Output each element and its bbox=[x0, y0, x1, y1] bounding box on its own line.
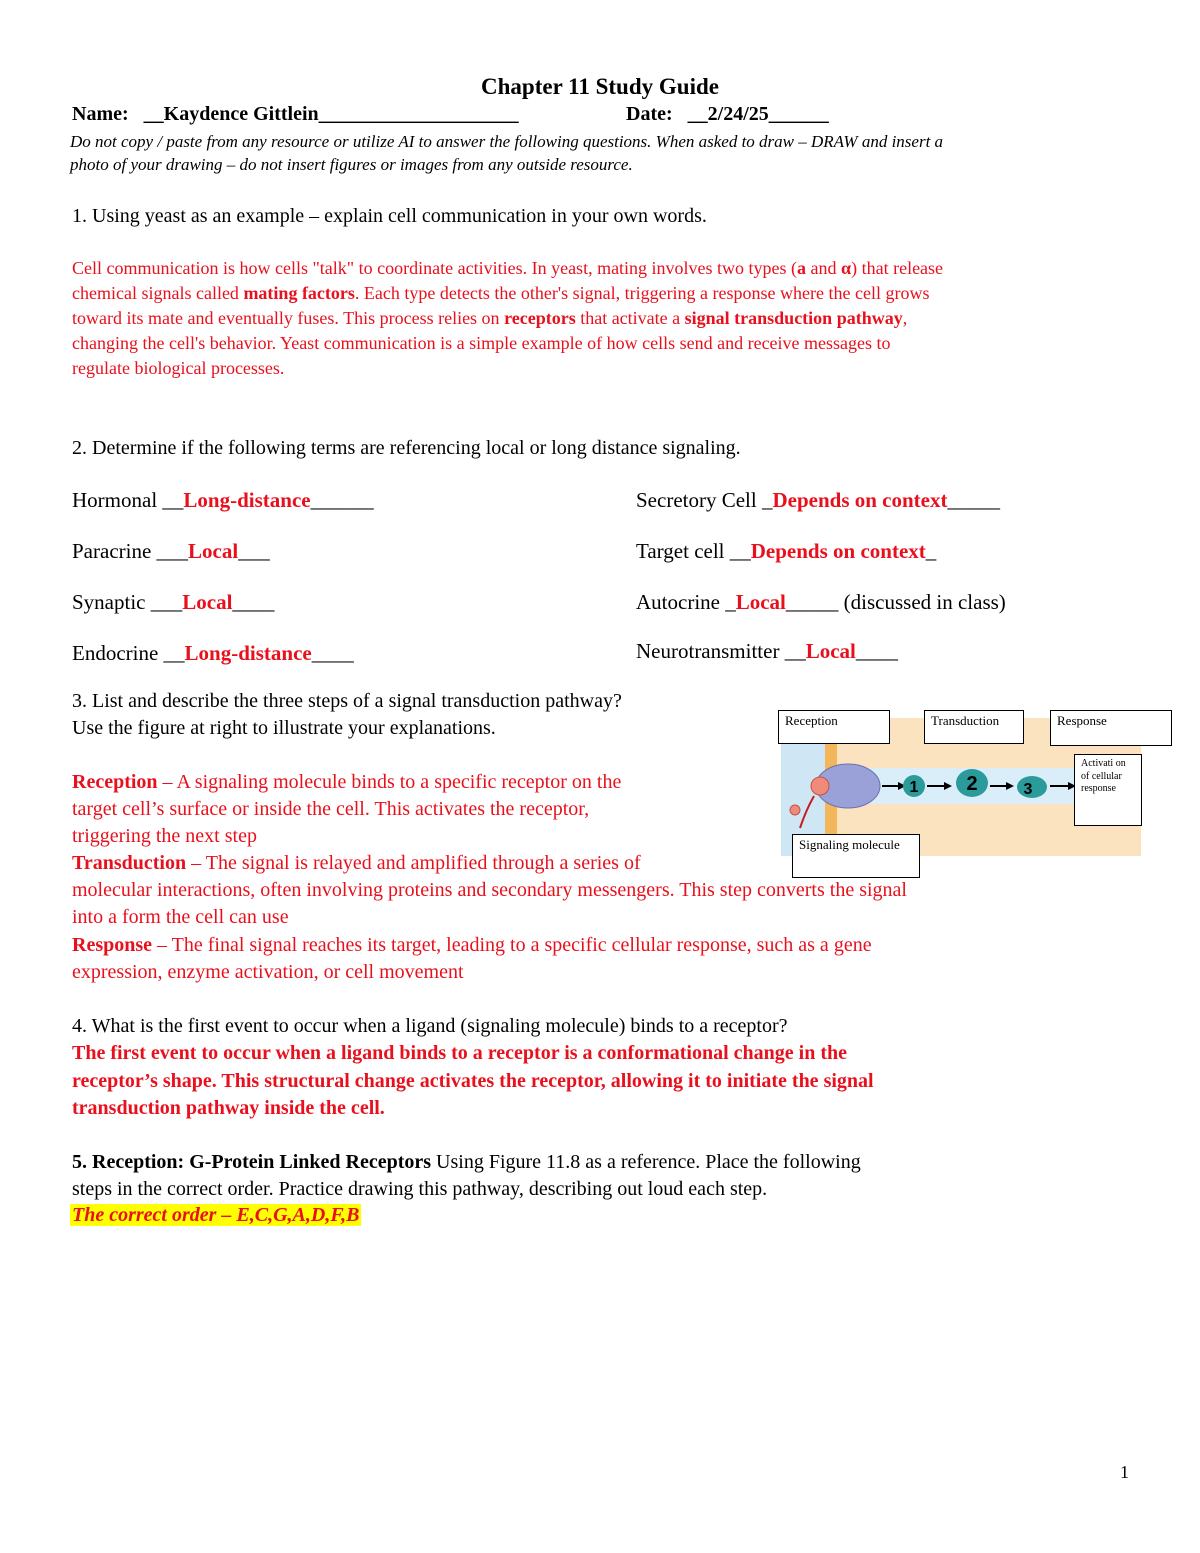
a1-receptors: receptors bbox=[504, 308, 576, 328]
term-tail: _____ bbox=[947, 488, 1000, 512]
reception-label: Reception bbox=[72, 771, 158, 793]
term-answer: Depends on context bbox=[772, 488, 948, 512]
response-line-2: expression, enzyme activation, or cell movement bbox=[72, 961, 464, 983]
term-answer: Depends on context bbox=[750, 539, 926, 563]
response-text: – The final signal reaches its target, leading to a specific cellular response, such as a gene bbox=[152, 934, 872, 956]
a1-seg: chemical signals called bbox=[72, 283, 244, 303]
step-1-label: 1 bbox=[909, 779, 919, 796]
answer-1-line-3 bbox=[72, 308, 907, 329]
term-tail: ____ bbox=[855, 639, 898, 663]
transduction-line-3: into a form the cell can use bbox=[72, 906, 289, 928]
term-tail: _____ (discussed in class) bbox=[785, 590, 1006, 614]
term-label: Endocrine __ bbox=[72, 641, 185, 665]
term-tail: _ bbox=[925, 539, 937, 563]
term-answer: Local bbox=[188, 539, 239, 563]
ligand-free bbox=[790, 805, 800, 815]
term-answer: Long-distance bbox=[184, 641, 312, 665]
question-5-line-2: steps in the correct order. Practice drawing this pathway, describing out loud each step. bbox=[72, 1178, 768, 1200]
a1-seg: , bbox=[902, 308, 908, 328]
a1-seg: ) that release bbox=[851, 258, 944, 278]
figure-box-activation: Activati on of cellular response bbox=[1074, 754, 1142, 826]
question-5-line-1 bbox=[72, 1151, 861, 1174]
reception-text: – A signaling molecule binds to a specific receptor on the bbox=[157, 771, 622, 793]
answer-1-line-4: changing the cell's behavior. Yeast communication is a simple example of how cells send and receive messages to bbox=[72, 333, 891, 353]
term-answer: Long-distance bbox=[183, 488, 311, 512]
figure-box-signaling-molecule: Signaling molecule bbox=[792, 834, 920, 878]
term-answer: Local bbox=[735, 590, 786, 614]
term-tail: ____ bbox=[232, 590, 275, 614]
figure-box-response: Response bbox=[1050, 710, 1172, 746]
a1-seg: that activate a bbox=[575, 308, 685, 328]
answer-4-line-2: receptor’s shape. This structural change activates the receptor, allowing it to initiate the signal bbox=[72, 1070, 874, 1092]
instruction-line-2: photo of your drawing – do not insert figures or images from any outside resource. bbox=[70, 155, 633, 174]
transduction-line-2: molecular interactions, often involving proteins and secondary messengers. This step converts the signal bbox=[72, 879, 907, 901]
a1-mating-factors: mating factors bbox=[243, 283, 355, 303]
answer-1-line-2 bbox=[72, 283, 929, 304]
term-label: Secretory Cell _ bbox=[636, 488, 773, 512]
term-answer: Local bbox=[182, 590, 233, 614]
reception-line-3: triggering the next step bbox=[72, 825, 257, 847]
transduction-label: Transduction bbox=[72, 852, 187, 874]
term-answer: Local bbox=[805, 639, 856, 663]
term-autocrine bbox=[636, 590, 1006, 615]
term-label: Hormonal __ bbox=[72, 488, 184, 512]
reception-line-2: target cell’s surface or inside the cell. This activates the receptor, bbox=[72, 798, 590, 820]
question-3-line-1: 3. List and describe the three steps of a signal transduction pathway? bbox=[72, 690, 622, 712]
answer-1-line-1 bbox=[72, 258, 943, 279]
response-label: Response bbox=[72, 934, 153, 956]
term-label: Neurotransmitter __ bbox=[636, 639, 806, 663]
a1-seg: toward its mate and eventually fuses. This process relies on bbox=[72, 308, 505, 328]
a1-type-alpha: α bbox=[841, 258, 852, 278]
a1-seg: and bbox=[806, 258, 842, 278]
ligand-bound bbox=[811, 777, 829, 795]
term-target-cell bbox=[636, 539, 936, 564]
step-3-label: 3 bbox=[1023, 781, 1033, 798]
date-row bbox=[626, 103, 829, 126]
date-value: __2/24/25______ bbox=[687, 103, 829, 125]
term-label: Synaptic ___ bbox=[72, 590, 183, 614]
term-paracrine bbox=[72, 539, 270, 564]
name-row bbox=[72, 103, 519, 126]
response-line-1 bbox=[72, 934, 872, 957]
question-5-text: Using Figure 11.8 as a reference. Place the following bbox=[431, 1151, 861, 1173]
term-label: Autocrine _ bbox=[636, 590, 736, 614]
answer-4-line-3: transduction pathway inside the cell. bbox=[72, 1097, 385, 1119]
question-1: 1. Using yeast as an example – explain cell communication in your own words. bbox=[72, 205, 707, 227]
reception-line-1 bbox=[72, 771, 621, 794]
transduction-line-1 bbox=[72, 852, 641, 875]
name-label: Name: bbox=[72, 103, 129, 125]
answer-5 bbox=[70, 1204, 361, 1227]
a1-type-a: a bbox=[797, 258, 807, 278]
figure-box-transduction: Transduction bbox=[924, 710, 1024, 744]
term-neurotransmitter bbox=[636, 639, 898, 664]
term-label: Target cell __ bbox=[636, 539, 751, 563]
page-title: Chapter 11 Study Guide bbox=[481, 74, 719, 99]
term-secretory-cell bbox=[636, 488, 1000, 513]
term-endocrine bbox=[72, 641, 354, 666]
figure-box-reception: Reception bbox=[778, 710, 890, 744]
instruction-line-1: Do not copy / paste from any resource or utilize AI to answer the following questions. When asked to draw – DRAW and insert a bbox=[70, 132, 944, 151]
term-label: Paracrine ___ bbox=[72, 539, 189, 563]
answer-1-line-5: regulate biological processes. bbox=[72, 358, 285, 378]
question-4: 4. What is the first event to occur when a ligand (signaling molecule) binds to a receptor? bbox=[72, 1015, 788, 1037]
term-tail: ______ bbox=[310, 488, 374, 512]
answer-5-highlight: The correct order – E,C,G,A,D,F,B bbox=[72, 1204, 360, 1226]
signal-transduction-figure bbox=[778, 710, 1174, 880]
name-value: __Kaydence Gittlein____________________ bbox=[143, 103, 519, 125]
step-2-label: 2 bbox=[966, 773, 978, 795]
transduction-text: – The signal is relayed and amplified through a series of bbox=[186, 852, 641, 874]
term-tail: ____ bbox=[311, 641, 354, 665]
a1-seg: . Each type detects the other's signal, triggering a response where the cell grows bbox=[354, 283, 930, 303]
term-hormonal bbox=[72, 488, 374, 513]
question-2: 2. Determine if the following terms are referencing local or long distance signaling. bbox=[72, 437, 741, 459]
answer-4-line-1: The first event to occur when a ligand binds to a receptor is a conformational change in the bbox=[72, 1042, 847, 1064]
a1-signal-transduction: signal transduction pathway bbox=[684, 308, 903, 328]
term-synaptic bbox=[72, 590, 274, 615]
question-5-label: 5. Reception: G-Protein Linked Receptors bbox=[72, 1151, 432, 1173]
date-label: Date: bbox=[626, 103, 673, 125]
question-3-line-2: Use the figure at right to illustrate your explanations. bbox=[72, 717, 496, 739]
term-tail: ___ bbox=[238, 539, 270, 563]
page-number: 1 bbox=[1120, 1462, 1129, 1482]
a1-seg: Cell communication is how cells "talk" to coordinate activities. In yeast, mating involves two types ( bbox=[72, 258, 798, 278]
